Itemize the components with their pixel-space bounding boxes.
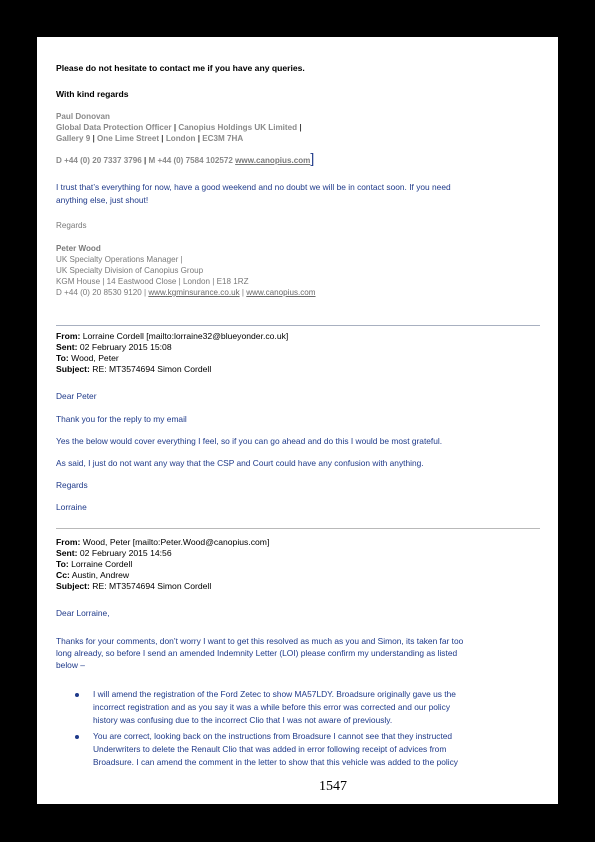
bullet-line: history was confusing due to the incorrect Clio that I was not aware of previously. [93,715,393,725]
email-body-line: Yes the below would cover everything I feel, so if you can go ahead and do this I would be most grateful. [56,436,443,446]
email-sent-line [56,342,172,352]
bullet-icon [75,735,79,739]
bullet-icon [75,693,79,697]
email-cc-line [56,570,129,580]
to-label: To: [56,353,69,363]
separator: | [92,134,95,143]
subject-value: RE: MT3574694 Simon Cordell [92,581,212,591]
signature-address-line [56,134,243,143]
signature-name: Paul Donovan [56,112,110,121]
closing-regards: With kind regards [56,89,129,99]
closing-paragraph: Please do not hesitate to contact me if you have any queries. [56,63,305,73]
bullet-line: I will amend the registration of the Ford Zetec to show MA57LDY. Broadsure originally gave us the [93,689,456,699]
signature-title-line [56,123,302,132]
email-body-line: below – [56,660,85,670]
to-value: Wood, Peter [71,353,119,363]
sent-value: 02 February 2015 14:56 [79,548,172,558]
address-part: EC3M 7HA [202,134,244,143]
to-label: To: [56,559,69,569]
from-value: Wood, Peter [mailto:Peter.Wood@canopius.com] [82,537,270,547]
subject-value: RE: MT3574694 Simon Cordell [92,364,212,374]
address-part: One Lime Street [96,134,160,143]
email-divider [56,528,540,529]
sent-label: Sent: [56,548,78,558]
bullet-line: Broadsure. I can amend the comment in the letter to show that this vehicle was added to the policy [93,757,458,767]
kgm-website-link[interactable]: www.kgminsurance.co.uk [148,288,240,297]
page-number: 1547 [319,779,347,794]
email-greeting: Dear Lorraine, [56,608,110,618]
signature-title: UK Specialty Operations Manager | [56,255,183,264]
cc-value: Austin, Andrew [71,570,130,580]
regards-text: Regards [56,221,87,230]
email-from-line [56,331,288,341]
from-label: From: [56,331,81,341]
from-label: From: [56,537,81,547]
email-greeting: Dear Peter [56,391,97,401]
email-body-line: long already, so before I send an amended Indemnity Letter (LOI) please confirm my understanding as listed [56,648,458,658]
text-cursor-mark: ] [310,150,315,166]
mobile-phone: M +44 (0) 7584 102572 [148,156,233,165]
email-subject-line [56,364,211,374]
signature-phone-line [56,150,314,166]
cc-label: Cc: [56,570,70,580]
email-sent-line [56,548,172,558]
separator: | [241,288,245,297]
email-body-line: Thanks for your comments, don’t worry I want to get this resolved as much as you and Simon, its taken far too [56,636,464,646]
signature-division: UK Specialty Division of Canopius Group [56,266,204,275]
separator: | [299,123,302,132]
email-divider [56,325,540,326]
bullet-line: Underwriters to delete the Renault Clio that was added in error following receipt of advices from [93,744,447,754]
email-body-line: Thank you for the reply to my email [56,414,187,424]
bullet-line: incorrect registration and as you say it was a while before this error was corrected and our policy [93,702,451,712]
subject-label: Subject: [56,364,90,374]
email-to-line [56,353,119,363]
address-part: Gallery 9 [56,134,91,143]
bullet-line: You are correct, looking back on the instructions from Broadsure I cannot see that they instructed [93,731,453,741]
document-page [37,37,558,804]
direct-phone: D +44 (0) 20 8530 9120 | [56,288,147,297]
email-regards: Regards [56,480,88,490]
separator: | [197,134,200,143]
email-subject-line [56,581,211,591]
message-line: anything else, just shout! [56,195,149,205]
sent-value: 02 February 2015 15:08 [79,342,172,352]
email-from-line [56,537,269,547]
subject-label: Subject: [56,581,90,591]
signature-name: Peter Wood [56,244,101,253]
separator: | [143,156,147,165]
canopius-website-link[interactable]: www.canopius.com [246,288,316,297]
separator: | [173,123,177,132]
signature-contact-line [56,288,316,297]
signature-address: KGM House | 14 Eastwood Close | London | E18 1RZ [56,277,249,286]
message-line: I trust that’s everything for now, have a good weekend and no doubt we will be in contact soon. If you need [56,182,451,192]
sent-label: Sent: [56,342,78,352]
email-signoff: Lorraine [56,502,87,512]
signature-job-title: Global Data Protection Officer [56,123,172,132]
email-body-line: As said, I just do not want any way that the CSP and Court could have any confusion with anything. [56,458,424,468]
direct-phone: D +44 (0) 20 7337 3796 [56,156,142,165]
from-value: Lorraine Cordell [mailto:lorraine32@blueyonder.co.uk] [82,331,289,341]
email-to-line [56,559,132,569]
address-part: London [165,134,196,143]
signature-company: Canopius Holdings UK Limited [178,123,298,132]
separator: | [161,134,164,143]
to-value: Lorraine Cordell [71,559,133,569]
website-link[interactable]: www.canopius.com [235,156,311,165]
